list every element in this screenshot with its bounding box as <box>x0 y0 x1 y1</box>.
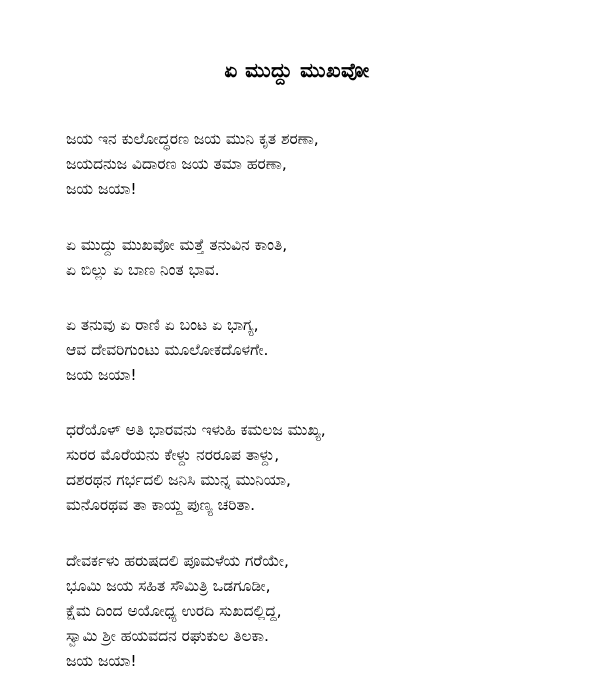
stanza-1 <box>66 127 576 202</box>
verse-line: ಮನೊರಥವ ತಾ ಕಾಯ್ದ ಪುಣ್ಯ ಚರಿತಾ. <box>66 496 256 514</box>
stanza-3 <box>66 313 576 388</box>
verse-line: ಧರೆಯೊಳ್ ಅತಿ ಭಾರವನು ಇಳುಹಿ ಕಮಲಜ ಮುಖ್ಯ, <box>66 421 326 439</box>
verse-line: ದಶರಥನ ಗರ್ಭದಲಿ ಜನಿಸಿ ಮುನ್ನ ಮುನಿಯಾ, <box>66 471 291 489</box>
verse-line: ಆವ ದೇವರಿಗುಂಟು ಮೂಲೋಕದೊಳಗೇ. <box>66 341 269 359</box>
stanza-2 <box>66 233 576 283</box>
verse-line: ಕ್ಷೆಮ ದಿಂದ ಅಯೋಧ್ಯ ಉರದಿ ಸುಖದಲ್ಲಿದ್ದ, <box>66 602 282 620</box>
verse-line: ಏ ಮುದ್ದು ಮುಖವೋ ಮತ್ತೆ ತನುವಿನ ಕಾಂತಿ, <box>66 236 288 254</box>
poem-title: ಏ ಮುದ್ದು ಮುಖವೋ <box>224 58 370 82</box>
verse-line: ಜಯದನುಜ ವಿದಾರಣ ಜಯ ತಮಾ ಹರಣಾ, <box>66 155 287 173</box>
stanza-5 <box>66 549 576 674</box>
verse-line: ಜಯ ಜಯಾ! <box>66 366 137 384</box>
verse-line: ಭೂಮಿ ಜಯ ಸಹಿತ ಸೌಮಿತ್ರಿ ಒಡಗೂಡೀ, <box>66 577 271 595</box>
verse-line: ಜಯ ಜಯಾ! <box>66 180 137 198</box>
verse-line: ಜಯ ಇನ ಕುಲೋದ್ಧರಣ ಜಯ ಮುನಿ ಕೃತ ಶರಣಾ, <box>66 130 319 148</box>
stanza-4 <box>66 418 576 518</box>
verse-line: ಸ್ವಾಮಿ ಶ್ರೀ ಹಯವದನ ರಘುಕುಲ ತಿಲಕಾ. <box>66 627 269 645</box>
verse-line: ದೇವರ್ಕಳು ಹರುಷದಲಿ ಪೂಮಳೆಯ ಗರೆಯೇ, <box>66 552 289 570</box>
verse-line: ಜಯ ಜಯಾ! <box>66 652 137 670</box>
verse-line: ಏ ತನುವು ಏ ರಾಣಿ ಏ ಬಂಟ ಏ ಭಾಗ್ಯ, <box>66 316 259 334</box>
verse-line: ಏ ಬಿಲ್ಲು ಏ ಬಾಣ ನಿಂತ ಭಾವ. <box>66 261 220 279</box>
verse-line: ಸುರರ ಮೊರೆಯನು ಕೇಳ್ದು ನರರೂಪ ತಾಳ್ದು, <box>66 446 280 464</box>
